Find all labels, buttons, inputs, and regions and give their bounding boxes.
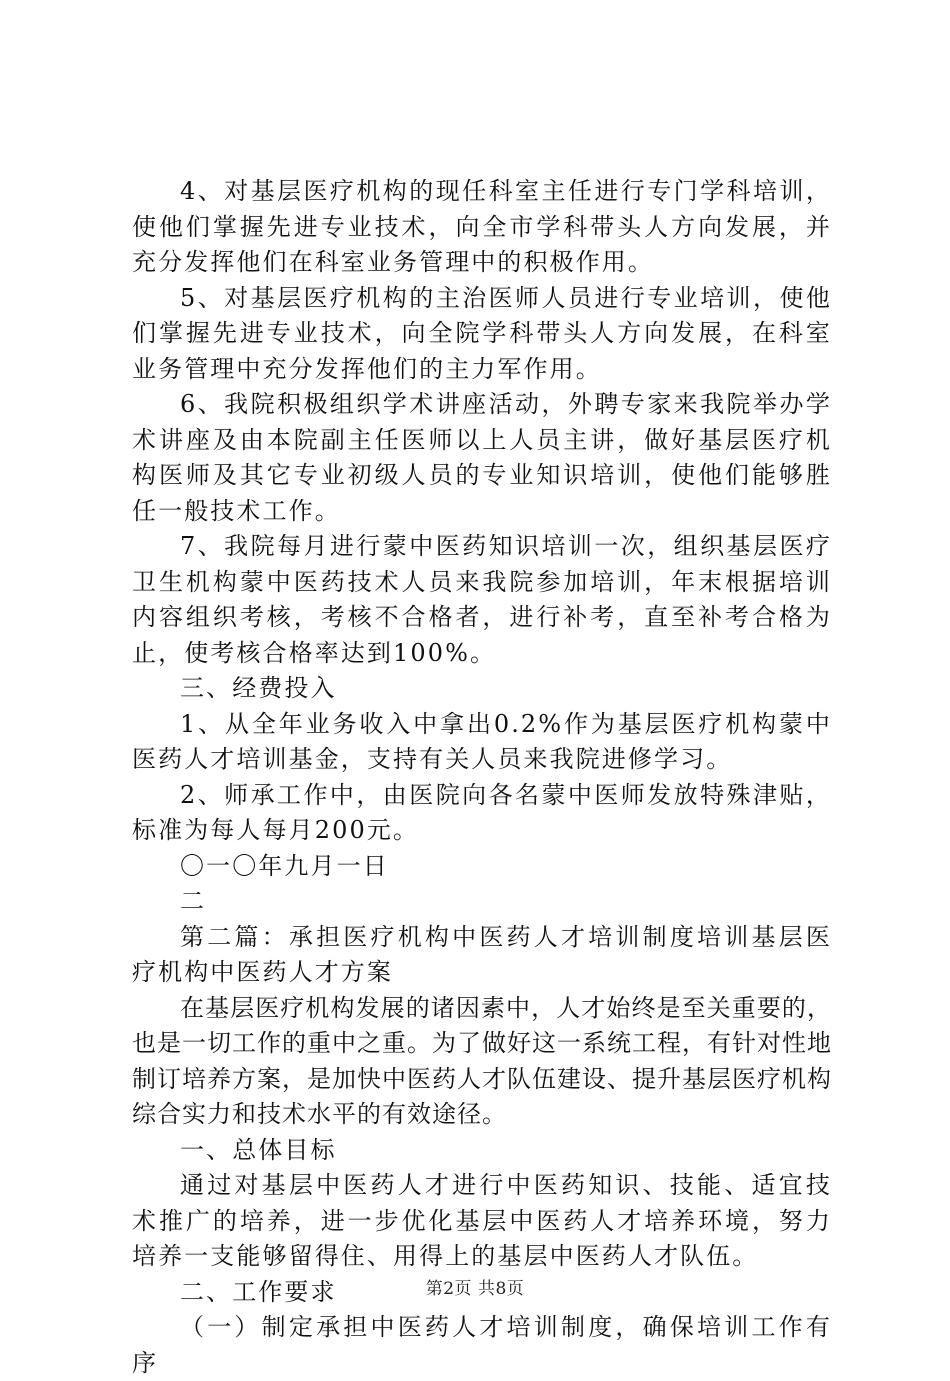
section-heading-goals: 一、总体目标 [180,1135,337,1164]
date-line: 〇一〇年九月一日 [180,851,389,880]
requirements-item-1: （一）制定承担中医药人才培训制度，确保培训工作有序 [132,1313,832,1377]
paragraph-item-5: 5、对基层医疗机构的主治医师人员进行专业培训，使他们掌握先进专业技术，向全院学科带头人方向发展，在科室业务管理中充分发挥他们的主力军作用。 [132,283,832,383]
section-heading-funding: 三、经费投入 [180,674,337,702]
paragraph-item-7: 7、我院每月进行蒙中医药知识培训一次，组织基层医疗卫生机构蒙中医药技术人员来我院参加培训，年末根据培训内容组织考核，考核不合格者，进行补考，直至补考合格为止，使考核合格率达到100%。 [132,532,832,667]
paragraph-funding-2: 2、师承工作中，由医院向各名蒙中医师发放特殊津贴，标准为每人每月200元。 [132,780,832,844]
paragraph-funding-1: 1、从全年业务收入中拿出0.2%作为基层医疗机构蒙中医药人才培训基金，支持有关人员来我院进修学习。 [132,709,832,773]
chapter-title: 第二篇：承担医疗机构中医药人才培训制度培训基层医疗机构中医药人才方案 [132,922,832,986]
intro-paragraph: 在基层医疗机构发展的诸因素中，人才始终是至关重要的，也是一切工作的重中之重。为了做好这一系统工程，有针对性地制订培养方案，是加快中医药人才队伍建设、提升基层医疗机构综合实力和技术水平的有效途径。 [132,993,832,1128]
document-body [132,174,832,1381]
page-number-footer: 第2页 共8页 [425,1279,525,1299]
fragment-line: 二 [180,887,207,915]
paragraph-item-6: 6、我院积极组织学术讲座活动，外聘专家来我院举办学术讲座及由本院副主任医师以上人员主讲，做好基层医疗机构医师及其它专业初级人员的专业知识培训，使他们能够胜任一般技术工作。 [132,390,832,525]
section-heading-requirements: 二、工作要求 [180,1277,337,1306]
goals-paragraph: 通过对基层中医药人才进行中医药知识、技能、适宜技术推广的培养，进一步优化基层中医药人才培养环境，努力培养一支能够留得住、用得上的基层中医药人才队伍。 [132,1171,832,1270]
paragraph-item-4: 4、对基层医疗机构的现任科室主任进行专门学科培训，使他们掌握先进专业技术，向全市学科带头人方向发展，并充分发挥他们在科室业务管理中的积极作用。 [132,177,832,276]
